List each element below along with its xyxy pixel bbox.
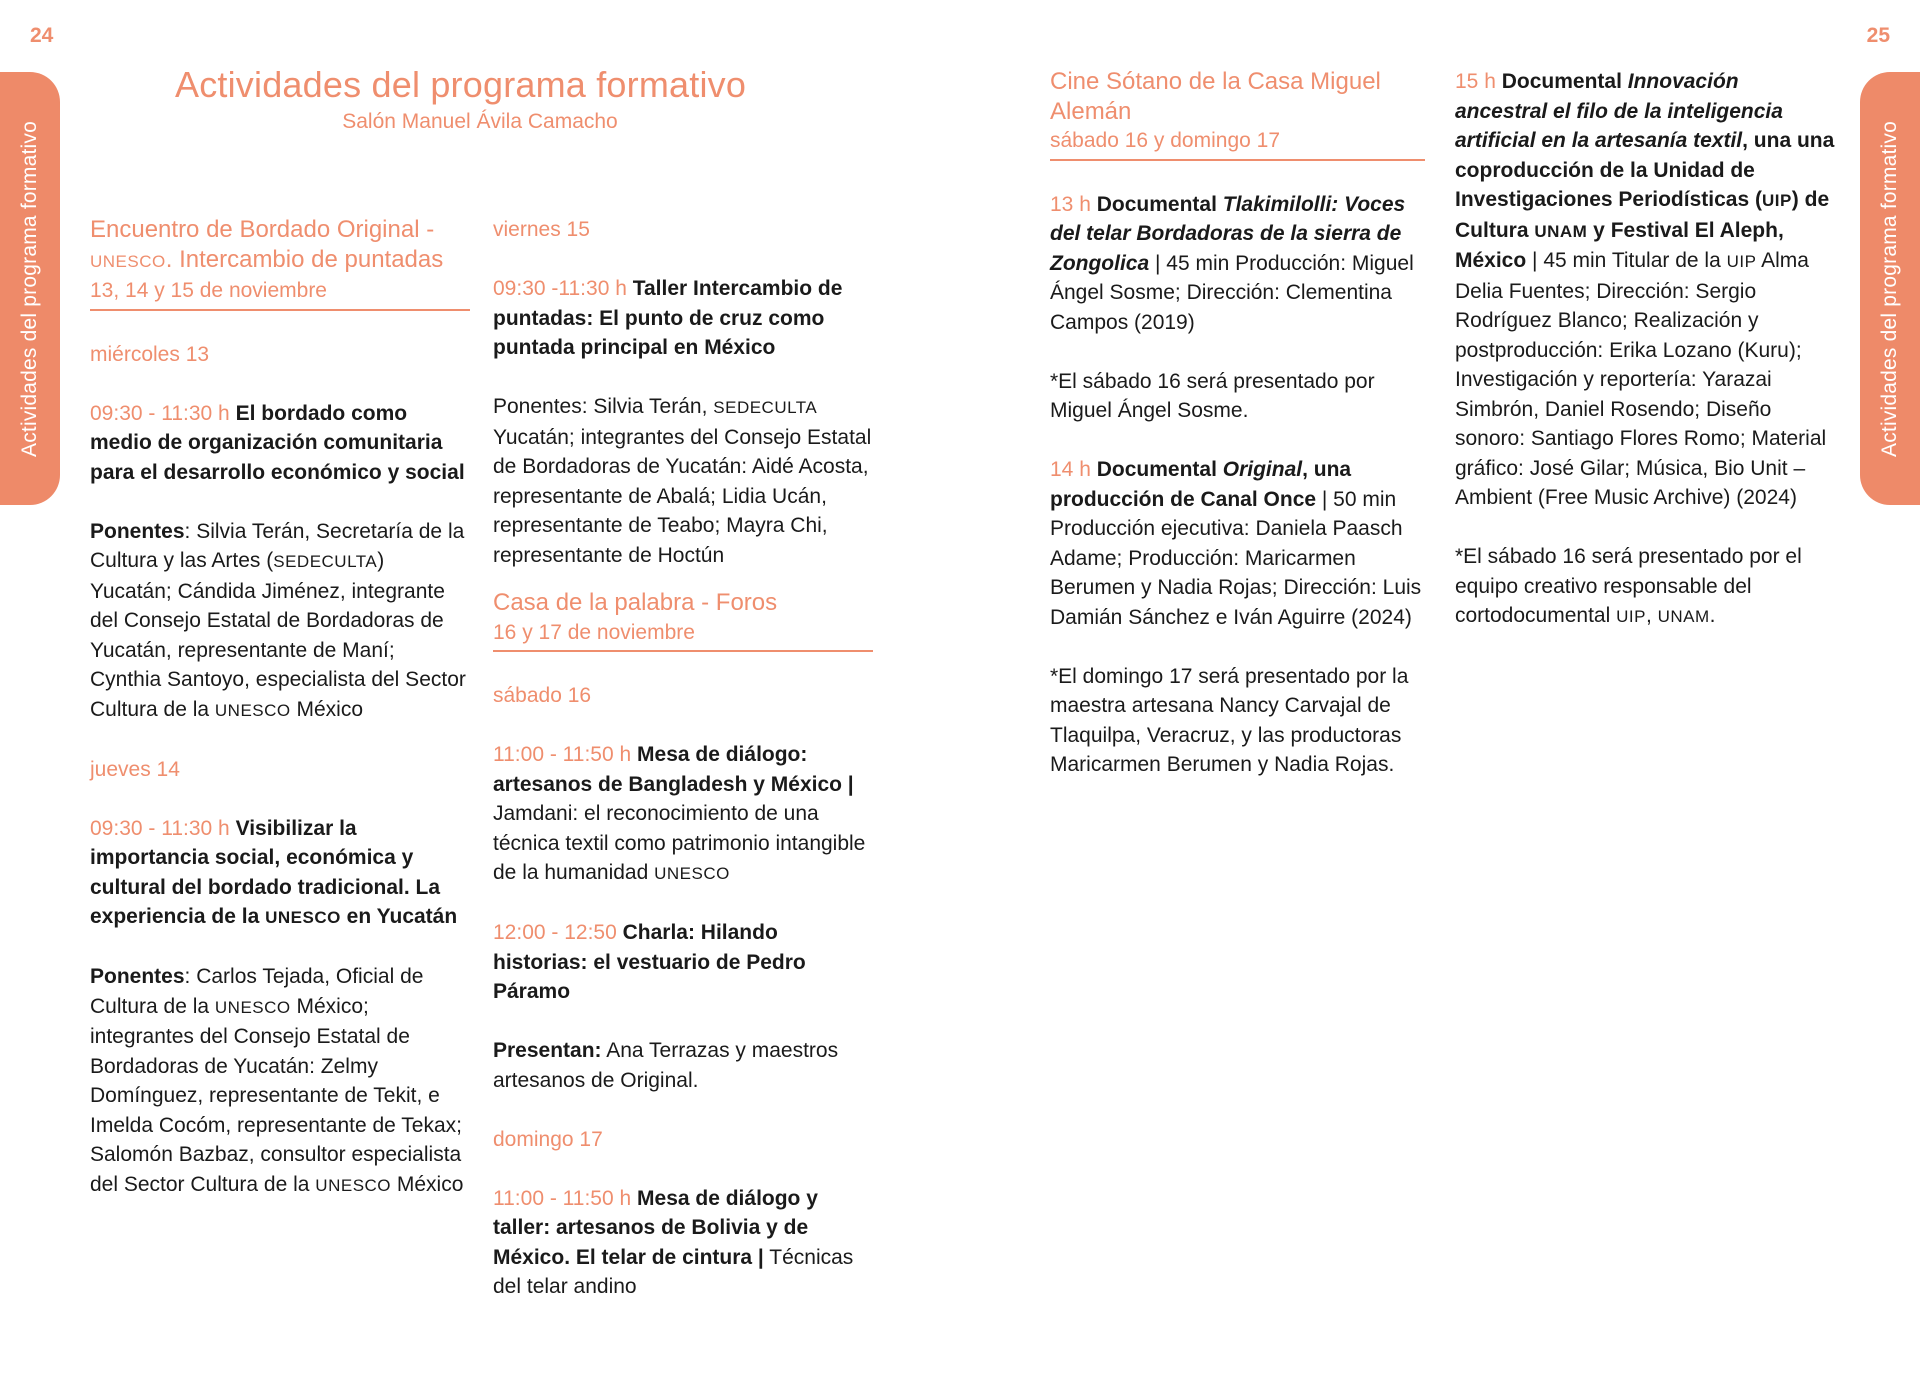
event-bordado-comunitario: 09:30 - 11:30 h El bordado como medio de organización comunitaria para el desarrollo económico y social xyxy=(90,401,465,484)
side-tab-left xyxy=(0,72,60,505)
day-heading-miercoles: miércoles 13 xyxy=(90,342,210,366)
event-ponentes-1: Ponentes: Silvia Terán, Secretaría de la Cultura y las Artes (SEDECULTA) Yucatán; Cándida Jiménez, integrante del Consejo Estatal de Bordadoras de Yucatán, representante de Maní; Cynthia Santoyo, especialista del Sector Cultura de la UNESCO México xyxy=(90,519,466,721)
event-mesa-bolivia: 11:00 - 11:50 h Mesa de diálogo y taller: artesanos de Bolivia y de México. El telar de cintura | Técnicas del telar andino xyxy=(493,1186,854,1298)
event-doc-original: 14 h Documental Original, una producción de Canal Once | 50 min Producción ejecutiva: Daniela Paasch Adame; Producción: Maricarmen Berumen y Nadia Rojas; Dirección: Luis Damián Sánchez e Iván Aguirre (2024) xyxy=(1050,458,1422,629)
note-sabado-16-uip: *El sábado 16 será presentado por el equipo creativo responsable del cortodocumental UIP, UNAM. xyxy=(1455,545,1802,627)
section-divider xyxy=(493,650,873,652)
event-taller-punto-cruz: 09:30 -11:30 h Taller Intercambio de puntadas: El punto de cruz como puntada principal en México xyxy=(493,277,843,359)
page-number-right: 25 xyxy=(1866,24,1890,47)
section-dates-encuentro: 13, 14 y 15 de noviembre xyxy=(90,279,327,302)
column-4 xyxy=(1455,67,1835,661)
section-divider xyxy=(90,309,470,311)
event-doc-tlakimilolli: 13 h Documental Tlakimilolli: Voces del telar Bordadoras de la sierra de Zongolica | 45 min Producción: Miguel Ángel Sosme; Dirección: Clementina Campos (2019) xyxy=(1050,192,1414,334)
side-tab-left-label: Actividades del programa formativo xyxy=(18,120,41,457)
section-dates-casa-palabra: 16 y 17 de noviembre xyxy=(493,620,695,644)
event-doc-innovacion: 15 h Documental Innovación ancestral el filo de la inteligencia artificial en la artesanía textil, una una coproducción de la Unidad de Investigaciones Periodísticas (UIP) de Cultura UNAM y Festival El Aleph, México | 45 min Titular de la UIP Alma Delia Fuentes; Dirección: Sergio Rodríguez Blanco; Realización y postproducción: Erika Lozano (Kuru); Investigación y reportería: Yarazai Simbrón, Daniel Rosendo; Diseño sonoro: Santiago Flores Romo; Material gráfico: José Gilar; Música, Bio Unit – Ambient (Free Music Archive) (2024) xyxy=(1455,70,1835,509)
section-title-cine-sotano: Cine Sótano de la Casa Miguel Alemán xyxy=(1050,68,1381,125)
page-title: Actividades del programa formativo xyxy=(175,64,747,105)
column-3 xyxy=(1050,67,1425,809)
side-tab-right-label: Actividades del programa formativo xyxy=(1878,120,1901,457)
page-number-left: 24 xyxy=(30,24,54,47)
section-title-encuentro: Encuentro de Bordado Original - UNESCO. Intercambio de puntadas xyxy=(90,216,444,273)
page-subtitle: Salón Manuel Ávila Camacho xyxy=(342,110,618,133)
day-heading-domingo: domingo 17 xyxy=(493,1127,603,1151)
event-ponentes-2: Ponentes: Carlos Tejada, Oficial de Cultura de la UNESCO México; integrantes del Consejo Estatal de Bordadoras de Yucatán: Zelmy Domínguez, representante de Tekit, e Imelda Cocóm, representante de Tekax; Salomón Bazbaz, consultor especialista del Sector Cultura de la UNESCO México xyxy=(90,965,464,1196)
day-heading-jueves: jueves 14 xyxy=(90,757,180,781)
column-2 xyxy=(493,215,873,1331)
section-title-casa-palabra: Casa de la palabra - Foros xyxy=(493,589,778,616)
note-domingo-17: *El domingo 17 será presentado por la maestra artesana Nancy Carvajal de Tlaquilpa, Veracruz, y las productoras Maricarmen Berumen y Nadia Rojas. xyxy=(1050,664,1409,776)
side-tab-right xyxy=(1860,72,1920,505)
section-dates-cine-sotano: sábado 16 y domingo 17 xyxy=(1050,129,1281,152)
event-presentan: Presentan: Ana Terrazas y maestros artesanos de Original. xyxy=(493,1039,839,1092)
column-1 xyxy=(90,215,470,1230)
event-charla-hilando: 12:00 - 12:50 Charla: Hilando historias: el vestuario de Pedro Páramo xyxy=(493,921,806,1003)
note-sabado-16: *El sábado 16 será presentado por Miguel Ángel Sosme. xyxy=(1050,369,1375,422)
section-divider xyxy=(1050,159,1425,161)
event-visibilizar: 09:30 - 11:30 h Visibilizar la importancia social, económica y cultural del bordado tradicional. La experiencia de la UNESCO en Yucatán xyxy=(90,816,458,928)
event-mesa-bangladesh: 11:00 - 11:50 h Mesa de diálogo: artesanos de Bangladesh y México | Jamdani: el reconocimiento de una técnica textil como patrimonio intangible de la humanidad UNESCO xyxy=(493,743,866,884)
event-ponentes-3: Ponentes: Silvia Terán, SEDECULTA Yucatán; integrantes del Consejo Estatal de Bordadoras de Yucatán: Aidé Acosta, representante de Abalá; Lidia Ucán, representante de Teabo; Mayra Chi, representante de Hoctún xyxy=(493,395,872,567)
day-heading-viernes: viernes 15 xyxy=(493,218,590,241)
day-heading-sabado: sábado 16 xyxy=(493,684,592,707)
